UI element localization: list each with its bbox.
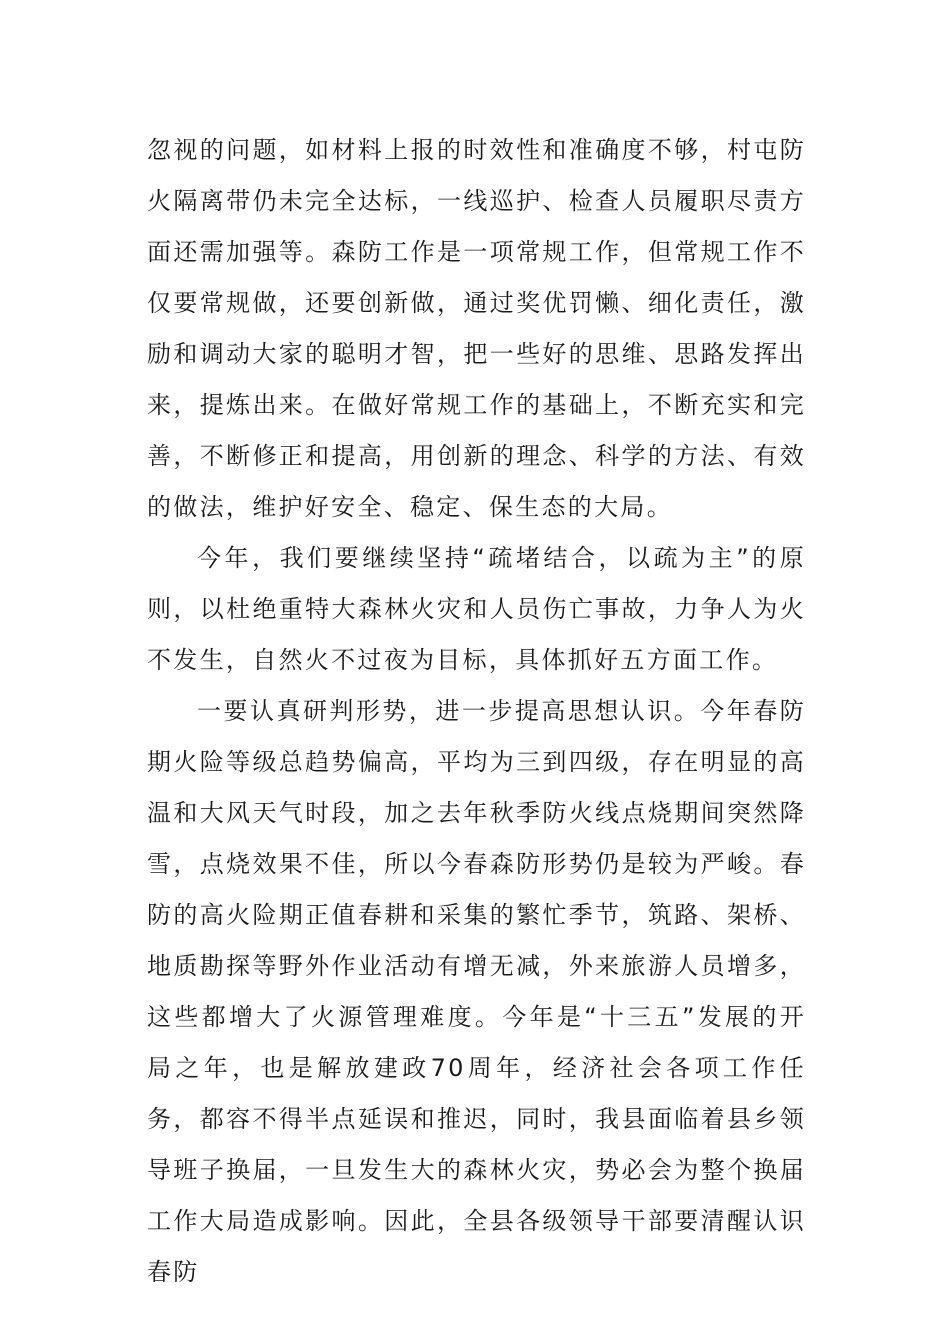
paragraph-3: 一要认真研判形势，进一步提高思想认识。今年春防期火险等级总趋势偏高，平均为三到四级，存在明显的高温和大风天气时段，加之去年秋季防火线点烧期间突然降雪，点烧效果不佳，所以今春森防形势仍是较为严峻。春防的高火险期正值春耕和采集的繁忙季节，筑路、架桥、地质勘探等野外作业活动有增无减，外来旅游人员增多，这些都增大了火源管理难度。今年是“十三五”发展的开局之年，也是解放建政70周年，经济社会各项工作任务，都容不得半点延误和推迟，同时，我县面临着县乡领导班子换届，一旦发生大的森林火灾，势必会为整个换届工作大局造成影响。因此，全县各级领导干部要清醒认识春防	[147, 697, 806, 1286]
paragraph-1: 忽视的问题，如材料上报的时效性和准确度不够，村屯防火隔离带仍未完全达标，一线巡护、检查人员履职尽责方面还需加强等。森防工作是一项常规工作，但常规工作不仅要常规做，还要创新做，通过奖优罚懒、细化责任，激励和调动大家的聪明才智，把一些好的思维、思路发挥出来，提炼出来。在做好常规工作的基础上，不断充实和完善，不断修正和提高，用创新的理念、科学的方法、有效的做法，维护好安全、稳定、保生态的大局。	[147, 136, 806, 521]
document-body	[147, 125, 806, 1298]
paragraph-2: 今年，我们要继续坚持“疏堵结合，以疏为主”的原则，以杜绝重特大森林火灾和人员伤亡事故，力争人为火不发生，自然火不过夜为目标，具体抓好五方面工作。	[147, 544, 806, 674]
